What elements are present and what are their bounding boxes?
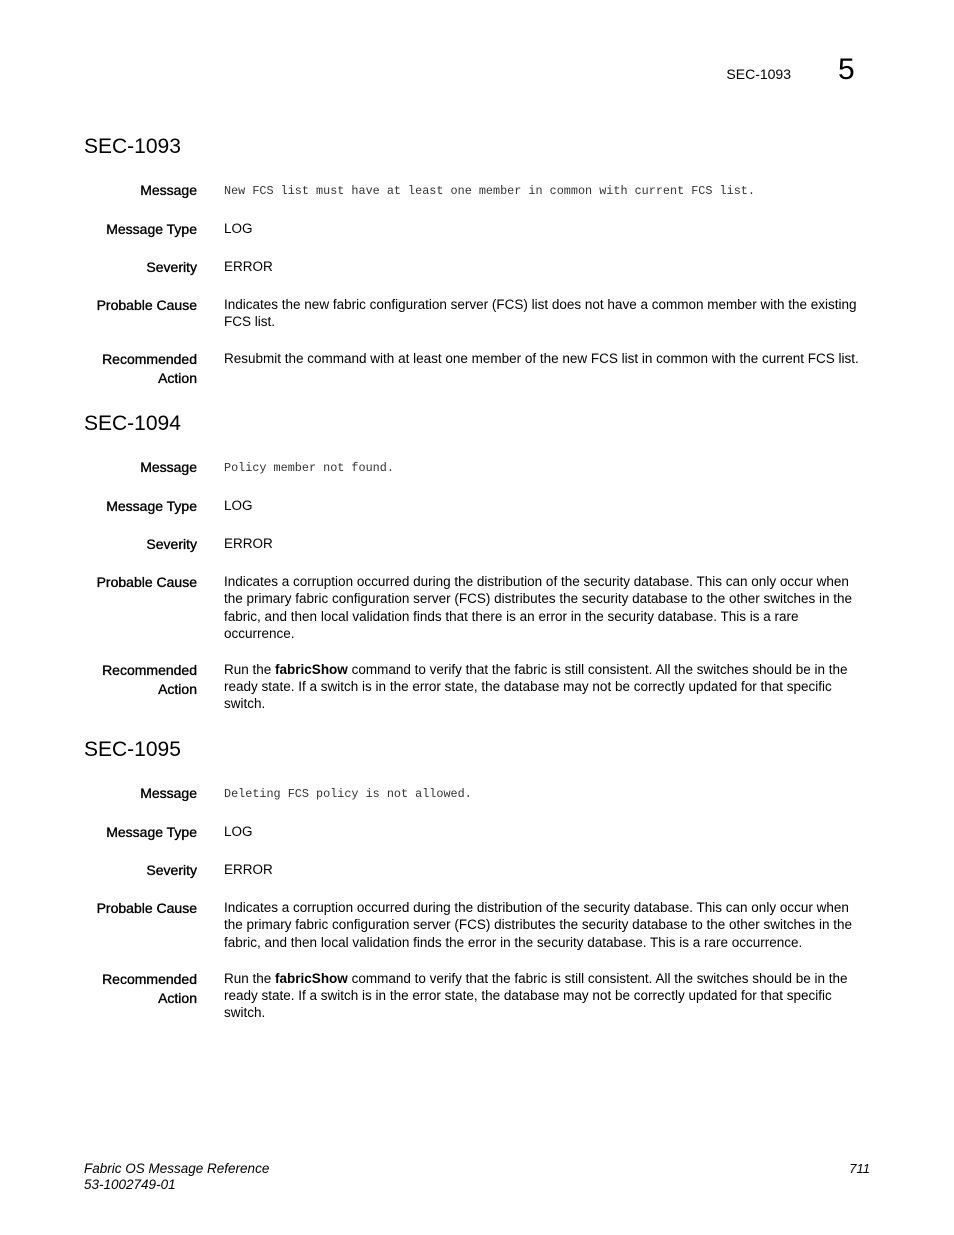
message-row (84, 784, 870, 803)
probable-cause-label: Probable Cause (96, 297, 197, 314)
message-row (84, 458, 870, 477)
message-type-row (84, 220, 870, 238)
message-type-label: Message Type (106, 221, 197, 238)
probable-cause-label: Probable Cause (96, 900, 197, 917)
message-entry-sec-1094 (84, 411, 870, 713)
action-suffix: command to verify that the fabric is still consistent. All the switches should be in the ready state. If a switch is in the error state, the database may not be correctly updated for that specific switch. (224, 662, 848, 712)
recommended-action-text (224, 970, 870, 1022)
message-type-value: LOG (224, 221, 253, 237)
message-type-row (84, 823, 870, 841)
probable-cause-text: Indicates the new fabric configuration server (FCS) list does not have a common member with the existing FCS list. (224, 297, 857, 330)
severity-row (84, 861, 870, 879)
message-text: Deleting FCS policy is not allowed. (224, 787, 472, 801)
recommended-label-line2: Action (158, 681, 197, 698)
message-type-label: Message Type (106, 498, 197, 515)
message-entry-sec-1093 (84, 134, 870, 386)
severity-label: Severity (146, 862, 197, 879)
message-text: New FCS list must have at least one member in common with current FCS list. (224, 184, 755, 198)
footer-doc-title: Fabric OS Message Reference (84, 1161, 270, 1176)
action-suffix: command to verify that the fabric is still consistent. All the switches should be in the ready state. If a switch is in the error state, the database may not be correctly updated for that specific switch. (224, 970, 848, 1021)
message-entry-sec-1095 (84, 737, 870, 1021)
entry-title: SEC-1094 (84, 412, 181, 435)
probable-cause-text: Indicates a corruption occurred during the distribution of the security database. This can only occur when the primary fabric configuration server (FCS) distributes the security database to the other switches in the fabric, and then local validation finds that there is an error in the security database. This is a rare occurrence. (224, 574, 853, 641)
message-label: Message (140, 785, 197, 801)
recommended-label-line1: Recommended (102, 662, 197, 679)
recommended-action-text: Resubmit the command with at least one member of the new FCS list in common with the current FCS list. (224, 350, 859, 366)
running-header-code: SEC-1093 (726, 66, 791, 82)
recommended-action-label (84, 350, 197, 388)
probable-cause-row (84, 296, 870, 330)
message-row (84, 181, 870, 200)
probable-cause-row (84, 899, 870, 951)
severity-label: Severity (146, 536, 197, 553)
entry-title: SEC-1095 (84, 738, 181, 761)
recommended-action-label (84, 970, 197, 1008)
severity-label: Severity (146, 259, 197, 276)
recommended-action-row (84, 350, 870, 386)
command-name: fabricShow (275, 662, 348, 678)
recommended-label-line1: Recommended (102, 350, 197, 367)
severity-row (84, 258, 870, 276)
recommended-action-label (84, 661, 197, 699)
message-type-value: LOG (224, 824, 253, 840)
command-name: fabricShow (275, 970, 348, 986)
severity-value: ERROR (224, 862, 273, 878)
action-prefix: Run the (224, 662, 276, 678)
footer-document-info (84, 1161, 269, 1193)
recommended-label-line2: Action (158, 369, 197, 386)
message-text: Policy member not found. (224, 461, 394, 475)
recommended-label-line2: Action (158, 989, 197, 1006)
recommended-label-line1: Recommended (102, 970, 197, 987)
probable-cause-row (84, 573, 870, 642)
entry-title: SEC-1093 (84, 135, 181, 158)
probable-cause-text: Indicates a corruption occurred during the distribution of the security database. This can only occur when the primary fabric configuration server (FCS) distributes the security database to the other switches in the fabric, and then local validation finds the error in the security database. This is a rare occurrence. (224, 900, 853, 950)
action-prefix: Run the (224, 970, 276, 986)
recommended-action-row (84, 970, 870, 1022)
chapter-number: 5 (838, 53, 855, 86)
severity-value: ERROR (224, 259, 273, 275)
message-type-label: Message Type (106, 824, 197, 841)
severity-value: ERROR (224, 536, 273, 552)
recommended-action-text (224, 661, 870, 713)
recommended-action-row (84, 661, 870, 713)
footer-page-number: 711 (849, 1161, 870, 1176)
message-label: Message (140, 182, 197, 198)
probable-cause-label: Probable Cause (96, 574, 197, 591)
footer-doc-number: 53-1002749-01 (84, 1177, 176, 1192)
message-label: Message (140, 459, 197, 475)
message-type-value: LOG (224, 498, 253, 514)
message-type-row (84, 497, 870, 515)
severity-row (84, 535, 870, 553)
